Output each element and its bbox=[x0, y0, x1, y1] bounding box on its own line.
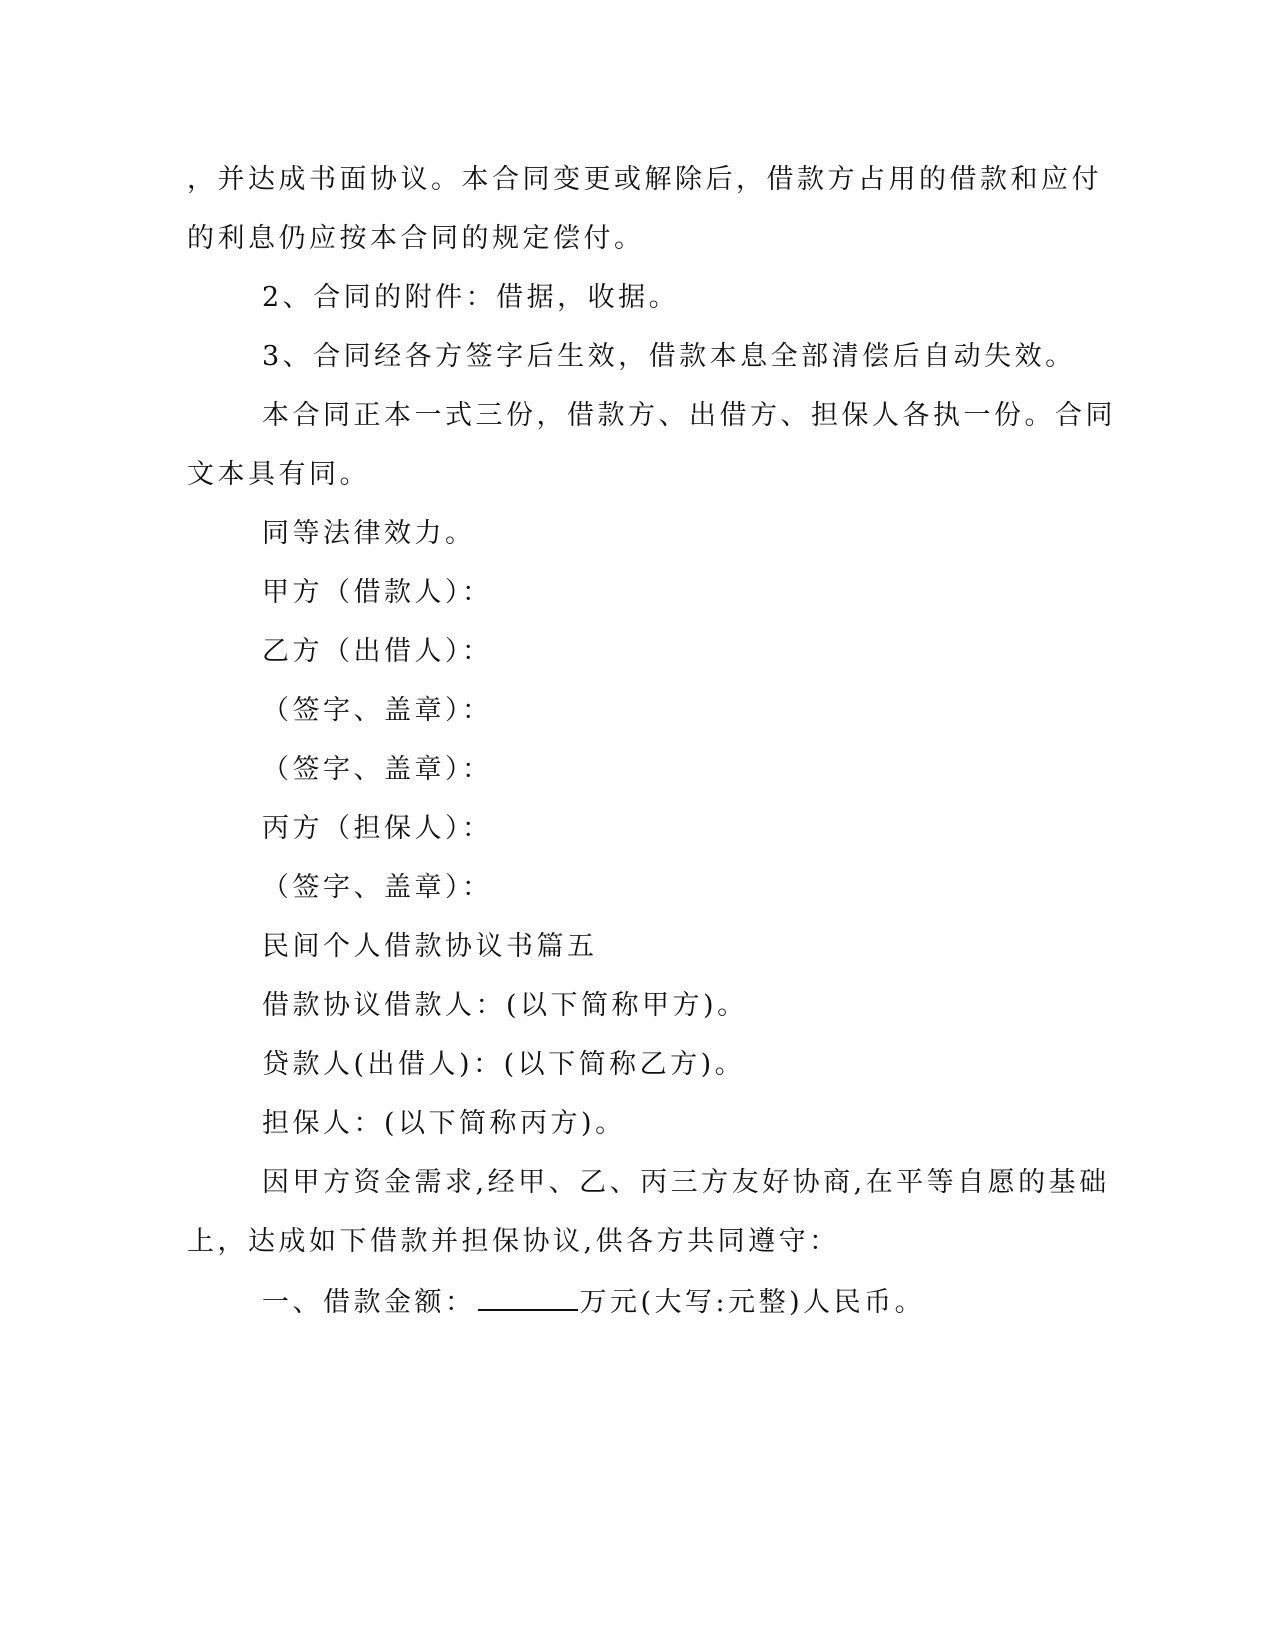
signature-stamp-label: （签字、盖章）： bbox=[262, 872, 493, 903]
paragraph-line: 贷款人(出借人)：(以下简称乙方)。 bbox=[262, 1049, 746, 1080]
signature-label-party-a: 甲方（借款人）： bbox=[262, 577, 493, 608]
loan-amount-line bbox=[262, 1283, 925, 1321]
paragraph-line: 因甲方资金需求,经甲、乙、丙三方友好协商,在平等自愿的基础 bbox=[262, 1167, 1110, 1198]
loan-amount-blank bbox=[478, 1283, 578, 1311]
section-heading: 民间个人借款协议书篇五 bbox=[262, 931, 598, 962]
paragraph-line: 文本具有同。 bbox=[187, 459, 370, 490]
paragraph-line: ，并达成书面协议。本合同变更或解除后，借款方占用的借款和应付 bbox=[187, 164, 1102, 195]
paragraph-line: 同等法律效力。 bbox=[262, 518, 476, 549]
signature-label-party-c: 丙方（担保人）： bbox=[262, 813, 493, 844]
paragraph-line: 借款协议借款人：(以下简称甲方)。 bbox=[262, 990, 748, 1021]
paragraph-line: 2、合同的附件：借据，收据。 bbox=[262, 282, 680, 313]
paragraph-line: 本合同正本一式三份，借款方、出借方、担保人各执一份。合同 bbox=[262, 400, 1116, 431]
signature-stamp-label: （签字、盖章）： bbox=[262, 754, 493, 785]
paragraph-line: 上，达成如下借款并担保协议,供各方共同遵守： bbox=[187, 1226, 840, 1257]
paragraph-line: 的利息仍应按本合同的规定偿付。 bbox=[187, 223, 645, 254]
loan-amount-suffix: 万元(大写:元整)人民币。 bbox=[579, 1287, 926, 1318]
paragraph-line: 担保人：(以下简称丙方)。 bbox=[262, 1108, 626, 1139]
signature-stamp-label: （签字、盖章）： bbox=[262, 695, 493, 726]
loan-amount-prefix: 一、借款金额： bbox=[262, 1287, 476, 1318]
signature-label-party-b: 乙方（出借人）： bbox=[262, 636, 493, 667]
paragraph-line: 3、合同经各方签字后生效，借款本息全部清偿后自动失效。 bbox=[262, 341, 1076, 372]
